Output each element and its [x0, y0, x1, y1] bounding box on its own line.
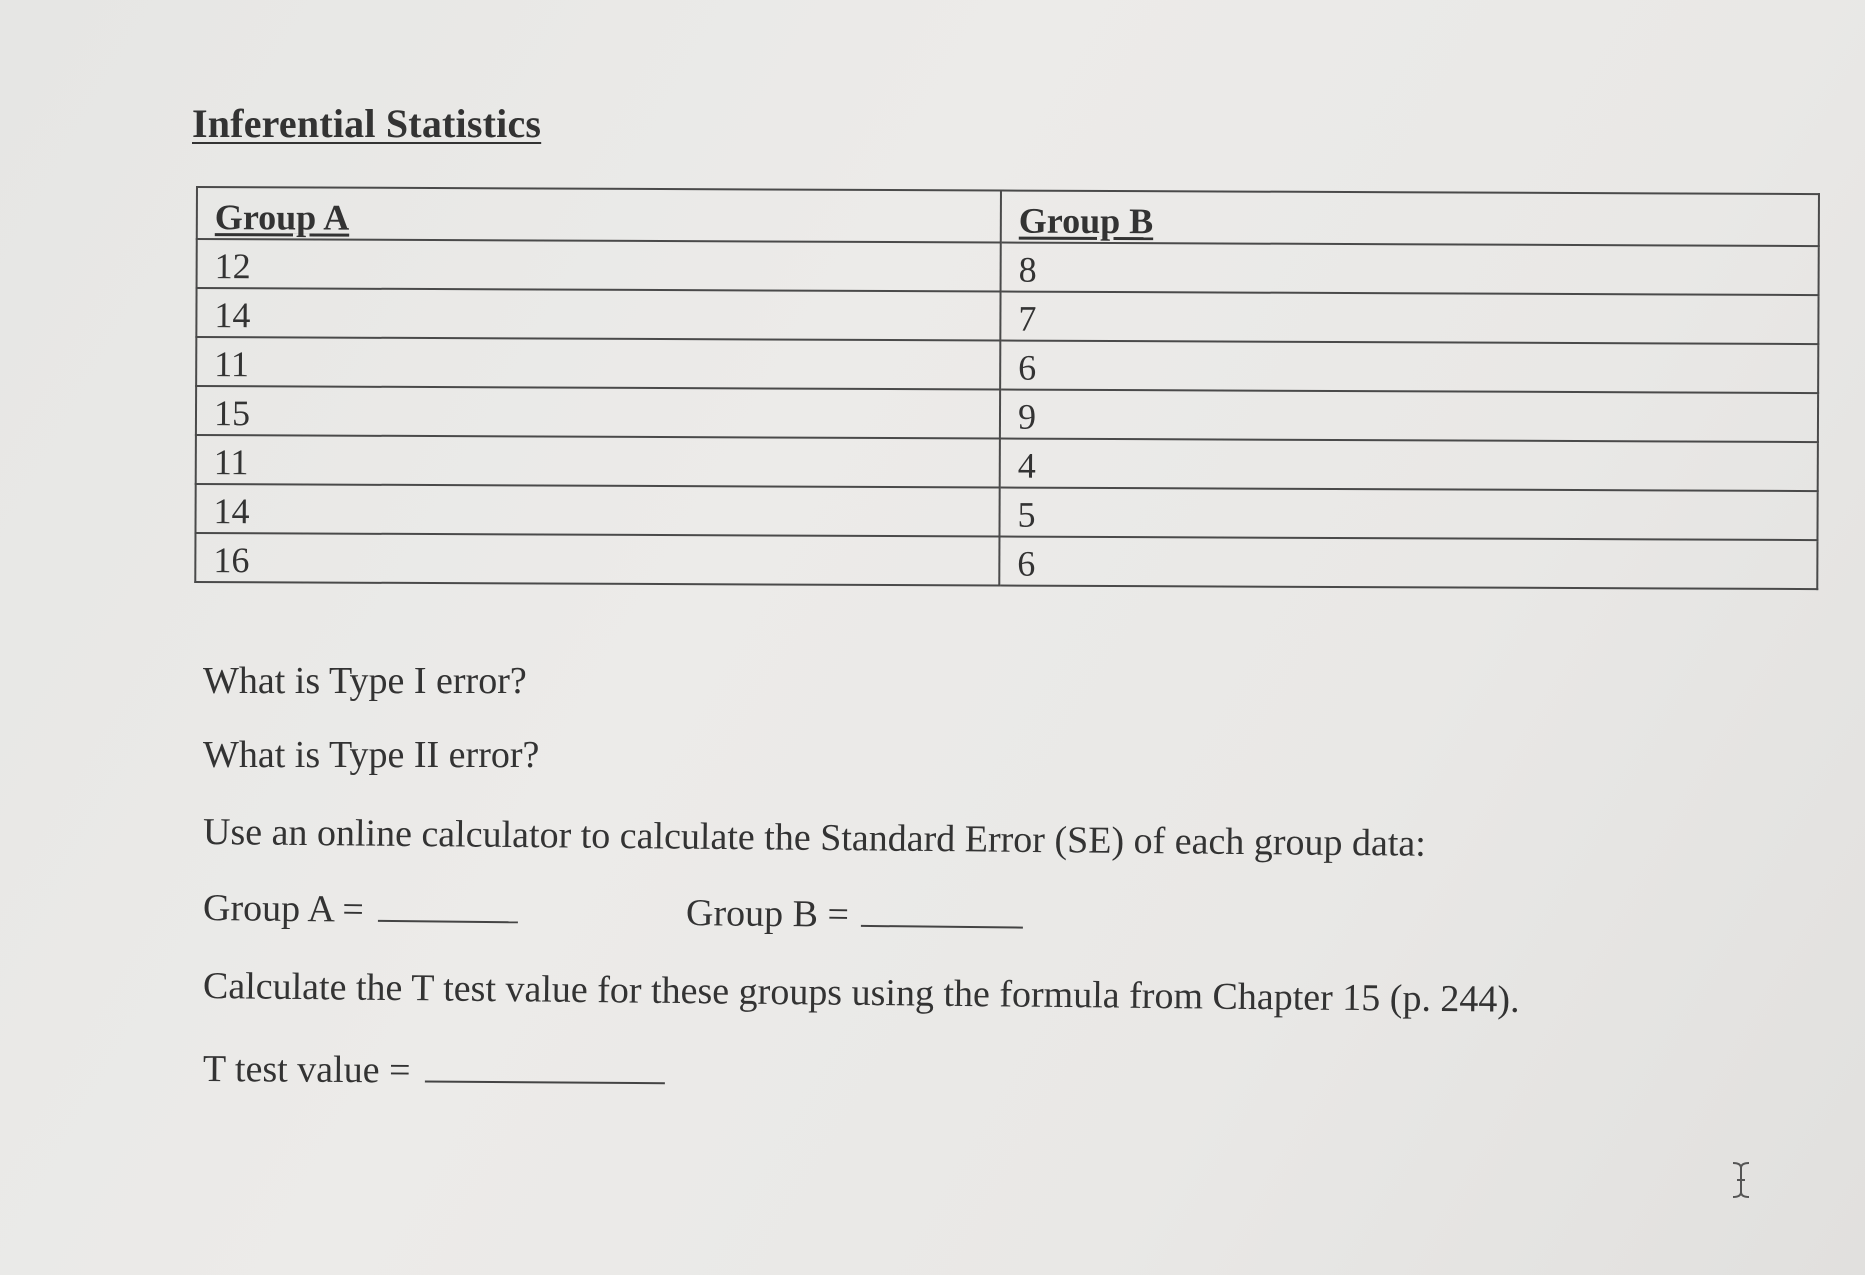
data-table: [194, 186, 1820, 590]
group-a-cell: 16: [195, 533, 999, 586]
group-b-cell: 4: [1000, 439, 1818, 492]
se-group-a-label: Group A =: [202, 887, 365, 931]
group-b-cell: 6: [999, 537, 1817, 590]
group-a-cell: 12: [197, 239, 1001, 292]
table-row: [196, 386, 1818, 442]
t-test-value-blank[interactable]: [424, 1045, 664, 1085]
se-group-a-blank[interactable]: [378, 890, 518, 923]
t-test-answer: [203, 1043, 665, 1091]
standard-error-answers: [203, 888, 1303, 950]
table-row: [195, 533, 1817, 589]
table-row: [196, 288, 1818, 344]
group-b-cell: 6: [1000, 341, 1818, 394]
group-b-cell: 5: [999, 488, 1817, 541]
text-cursor-icon: [1728, 1160, 1754, 1200]
group-a-cell: 15: [196, 386, 1000, 439]
table-row: [196, 435, 1818, 491]
se-group-b-label: Group B =: [685, 892, 850, 936]
column-header-group-a: Group A: [197, 187, 1001, 243]
table-row: [196, 337, 1818, 393]
group-a-cell: 11: [196, 337, 1000, 390]
question-t-test: Calculate the T test value for these groups using the formula from Chapter 15 (p. 244).: [202, 965, 1520, 1021]
table-header-row: [197, 187, 1819, 246]
t-test-value-label: T test value =: [202, 1048, 411, 1092]
group-a-cell: 14: [195, 484, 999, 537]
se-group-b-blank[interactable]: [861, 895, 1023, 929]
question-standard-error: Use an online calculator to calculate the Standard Error (SE) of each group data:: [202, 811, 1427, 865]
group-a-cell: 11: [196, 435, 1000, 488]
group-b-cell: 7: [1000, 292, 1818, 345]
table-row: [195, 484, 1817, 540]
page-title: Inferential Statistics: [192, 101, 542, 146]
table-row: [197, 239, 1819, 295]
question-type-2-error: What is Type II error?: [203, 734, 540, 776]
se-group-b: [686, 893, 1023, 936]
question-type-1-error: What is Type I error?: [203, 660, 527, 702]
group-b-cell: 9: [1000, 390, 1818, 443]
group-a-cell: 14: [196, 288, 1000, 341]
se-group-a: [203, 888, 518, 930]
group-b-cell: 8: [1001, 243, 1819, 296]
column-header-group-b: Group B: [1001, 191, 1819, 247]
